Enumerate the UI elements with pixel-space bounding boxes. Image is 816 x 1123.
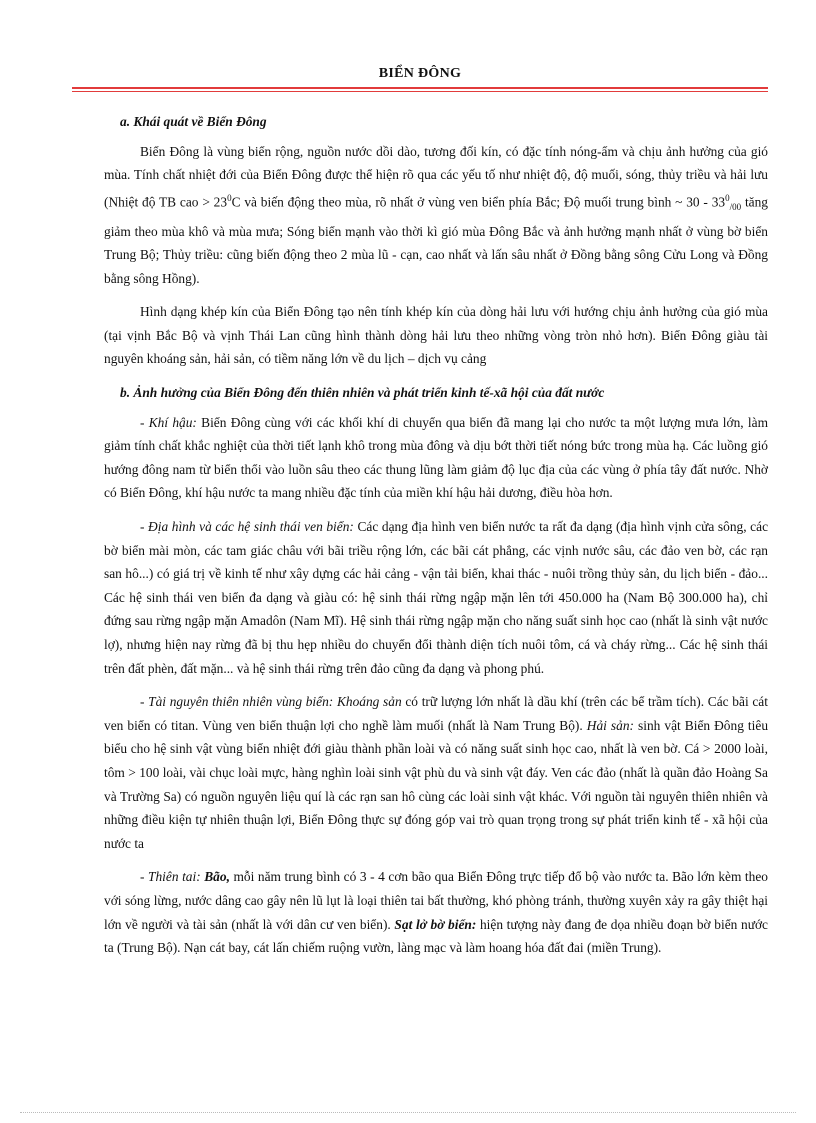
terrain-paragraph bbox=[104, 515, 768, 680]
section-a-paragraph-1 bbox=[104, 140, 768, 291]
footer-rule bbox=[20, 1112, 796, 1113]
subscript: /00 bbox=[729, 201, 742, 212]
resources-label: - Tài nguyên thiên nhiên vùng biển: Khoáng sản bbox=[140, 694, 402, 710]
text-run: C và biến động theo mùa, rõ nhất ở vùng ven biển phía Bắc; Độ muối trung bình ~ 30 - 33 bbox=[231, 194, 726, 210]
document-body bbox=[104, 110, 768, 960]
page-title: BIỂN ĐÔNG bbox=[378, 66, 462, 81]
section-b-heading: b. Ảnh hưởng của Biển Đông đến thiên nhiên và phát triển kinh tế-xã hội của đất nước bbox=[120, 385, 605, 401]
text-run: tăng giảm theo mùa khô và mùa mưa; Sóng biển mạnh vào thời kì gió mùa Đông Bắc và ảnh hưởng mạnh nhất ở vùng bờ biển Trung Bộ; Thủy triều: cũng biến động theo 2 mùa lũ - cạn, cao nhất và lấn sâu nhất ở Đồng bằng sông Cửu Long và Đồng bằng sông Hồng). bbox=[104, 194, 768, 286]
seafood-label: Hải sản: bbox=[586, 717, 634, 733]
disaster-paragraph bbox=[104, 865, 768, 959]
section-a-paragraph-2: Hình dạng khép kín của Biển Đông tạo nên tính khép kín của dòng hải lưu với hướng chịu ảnh hưởng của gió mùa (tại vịnh Bắc Bộ và vịnh Thái Lan cũng hình thành dòng hải lưu theo những vòng tròn nhỏ hơn). Biển Đông giàu tài nguyên khoáng sản, hải sản, có tiềm năng lớn về du lịch – dịch vụ cảng bbox=[104, 304, 768, 367]
text-run: hiện tượng này đang đe dọa nhiều đoạn bờ biển nước ta (Trung Bộ). Nạn cát bay, cát lấn chiếm ruộng vườn, làng mạc và làm hoang hóa đất đai (miền Trung). bbox=[104, 916, 768, 956]
erosion-label: Sạt lở bờ biển: bbox=[394, 916, 477, 932]
text-run: Biển Đông là vùng biển rộng, nguồn nước dồi dào, tương đối kín, có đặc tính nóng-ẩm và chịu ảnh hưởng của gió mùa. Tính chất nhiệt đới của Biển Đông được thể hiện rõ qua các yếu tố như nhiệt độ, độ muối, sóng, thủy triều và hải lưu (Nhiệt độ TB cao > 23 bbox=[104, 143, 768, 210]
header-rule-thin bbox=[72, 91, 768, 92]
resources-paragraph bbox=[104, 690, 768, 855]
text-run: Các dạng địa hình ven biển nước ta rất đa dạng (địa hình vịnh cửa sông, các bờ biển mài mòn, các tam giác châu với bãi triều rộng lớn, các bãi cát phẳng, các vịnh nước sâu, các đảo ven bờ, các rạn san hô...) có giá trị về kinh tế như xây dựng các hải cảng - vận tải biển, khai thác - nuôi trồng thủy sản, du lịch biển - đảo... Các hệ sinh thái ven biển đa dạng và giàu có: hệ sinh thái rừng ngập mặn lên tới 450.000 ha (Nam Bộ 300.000 ha), chỉ đứng sau rừng ngập mặn Amadôn (Nam Mĩ). Hệ sinh thái rừng ngập mặn cho năng suất sinh học cao (nhất là sinh vật nước lợ), nhưng hiện nay rừng đã bị thu hẹp nhiều do chuyển đổi thành diện tích nuôi tôm, cá và cháy rừng... Các hệ sinh thái trên đất phèn, đất mặn... và hệ sinh thái rừng trên đảo cũng đa dạng và phong phú. bbox=[104, 519, 769, 676]
terrain-label: - Địa hình và các hệ sinh thái ven biển: bbox=[140, 519, 354, 535]
storm-label: Bão, bbox=[200, 869, 230, 885]
section-a-heading: a. Khái quát về Biển Đông bbox=[120, 114, 267, 129]
disaster-label: - Thiên tai: bbox=[140, 869, 201, 885]
text-run: mỗi năm trung bình có 3 - 4 cơn bão qua Biển Đông trực tiếp đổ bộ vào nước ta. Bão lớn kèm theo với sóng lừng, nước dâng cao gây nên lũ lụt là loại thiên tai bất thường, khó phòng tránh, thường xuyên xảy ra gây thiệt hại lớn về người và tài sản (nhất là với dân cư ven biển). bbox=[104, 869, 768, 932]
superscript: 0 bbox=[725, 192, 730, 203]
text-run: có trữ lượng lớn nhất là dầu khí (trên các bể trầm tích). Các bãi cát ven biển có titan. Vùng ven biển thuận lợi cho nghề làm muối (nhất là Nam Trung Bộ). bbox=[104, 694, 768, 733]
header-rule-thick bbox=[72, 87, 768, 89]
text-run: Biển Đông cùng với các khối khí di chuyển qua biển đã mang lại cho nước ta một lượng mưa lớn, làm giảm tính chất khắc nghiệt của thời tiết lạnh khô trong mùa đông và dịu bớt thời tiết nóng bức trong mùa hạ. Các luồng gió hướng đông nam từ biển thổi vào luồn sâu theo các thung lũng làm giảm độ lục địa của các vùng ở phía tây đất nước. Nhờ có Biển Đông, khí hậu nước ta mang nhiều đặc tính của miền khí hậu hải dương, điều hòa hơn. bbox=[104, 414, 768, 501]
text-run: sinh vật Biển Đông tiêu biểu cho hệ sinh vật vùng biển nhiệt đới giàu thành phần loài và có năng suất sinh học cao, nhất là ven bờ. Cá > 2000 loài, tôm > 100 loài, vài chục loài mực, hàng nghìn loài sinh vật phù du và sinh vật đáy. Ven các đảo (nhất là quần đảo Hoàng Sa và Trường Sa) có nguồn nguyên liệu quí là các rạn san hô cùng các loài sinh vật khác. Với nguồn tài nguyên thiên nhiên và những điều kiện tự nhiên thuận lợi, Biển Đông thực sự đóng góp vai trò quan trọng trong sự phát triển kinh tế - xã hội của nước ta bbox=[104, 717, 769, 851]
superscript: 0 bbox=[227, 192, 232, 203]
climate-label: - Khí hậu: bbox=[140, 414, 197, 430]
climate-paragraph bbox=[104, 411, 768, 505]
